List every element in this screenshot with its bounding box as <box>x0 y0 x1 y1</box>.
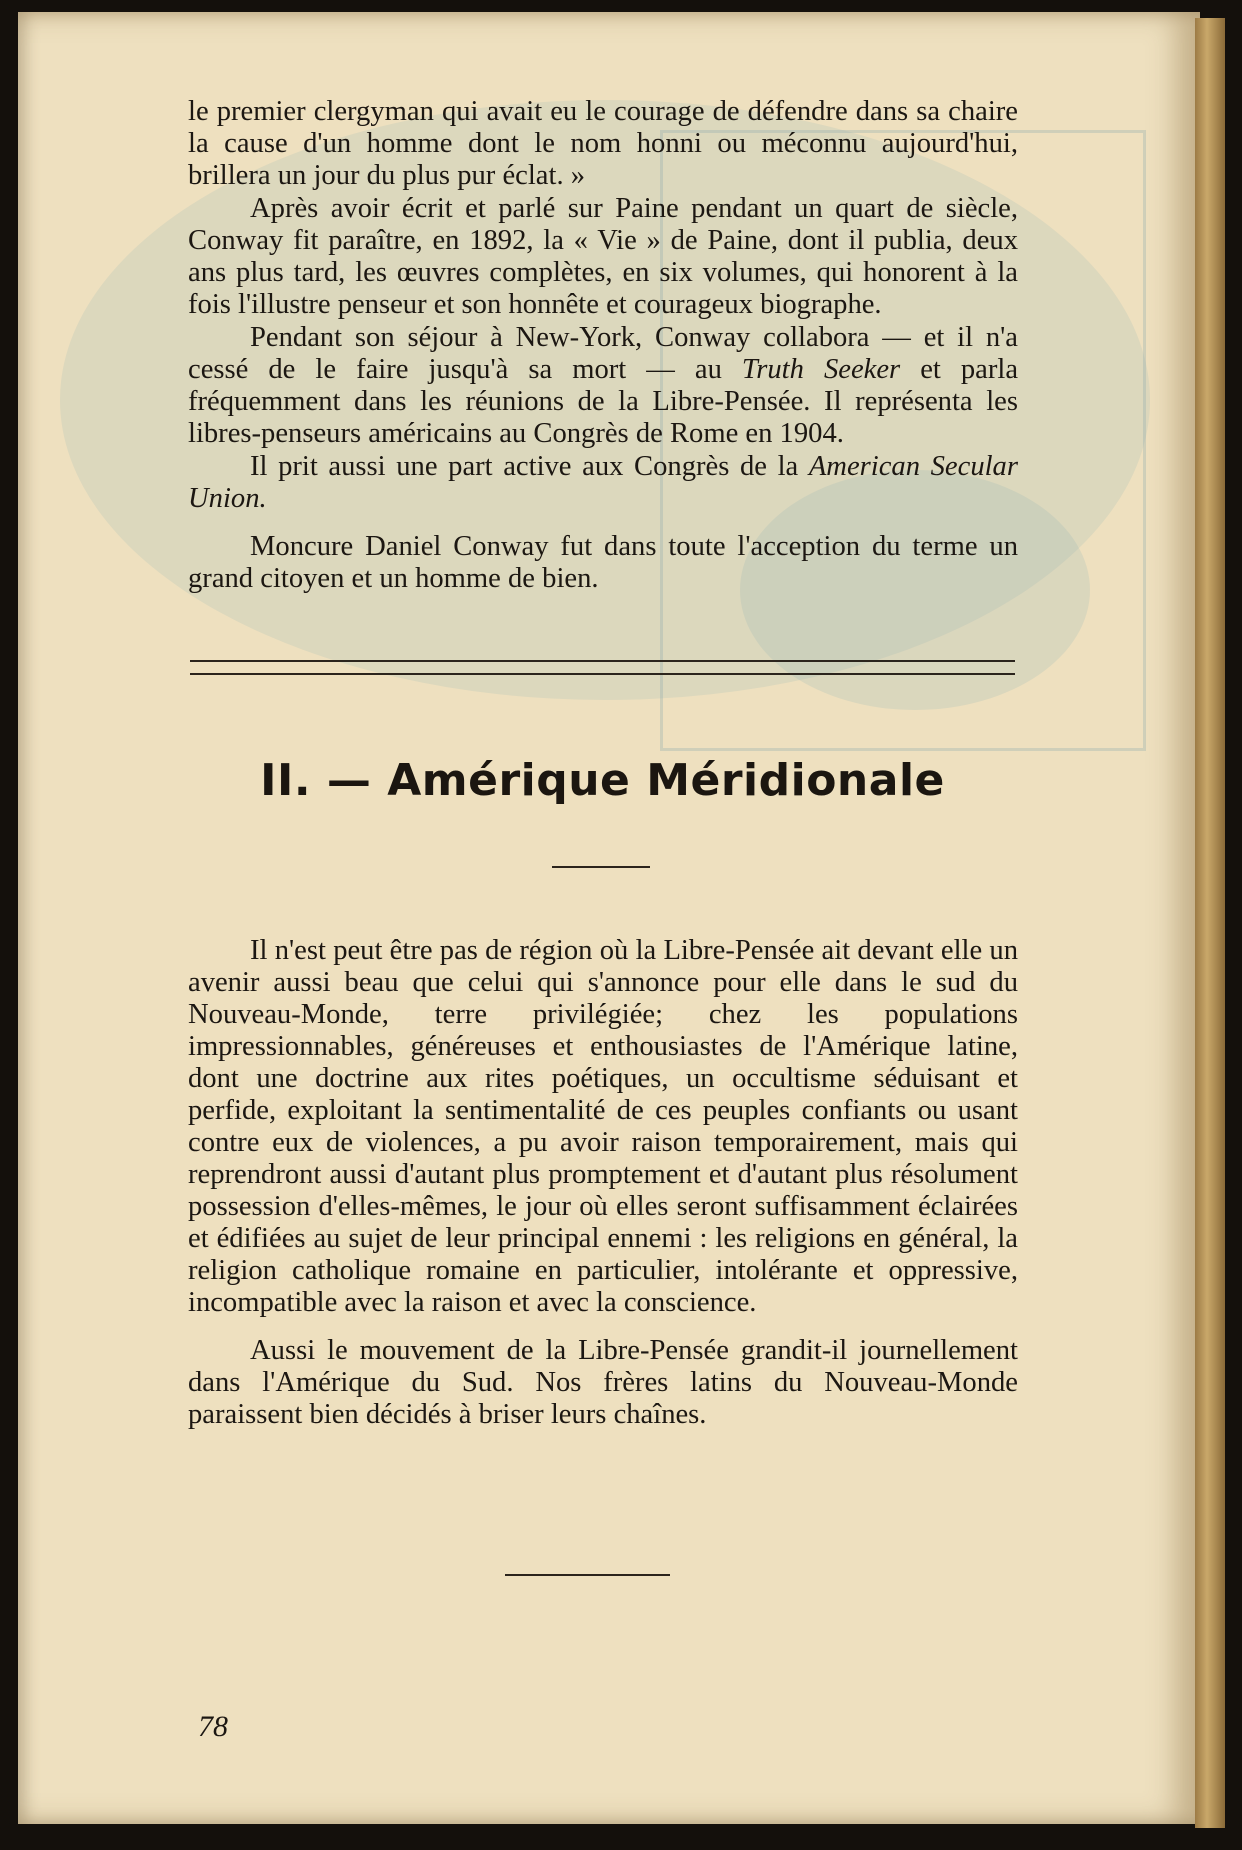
publication-title: Truth Seeker <box>741 354 901 385</box>
page-number: 78 <box>198 1710 228 1743</box>
page-gutter <box>1195 18 1225 1828</box>
paragraph: Après avoir écrit et parlé sur Paine pendant un quart de siècle, Conway fit paraître, en 1892, la « Vie » de Paine, dont il publia, deux ans plus tard, les œuvres complètes, en six volumes, qui honorent à la fois l'illustre penseur et son honnête et courageux biographe. <box>188 193 1018 320</box>
double-rule-top <box>190 660 1015 662</box>
continuation-text <box>188 96 1018 595</box>
paragraph: Moncure Daniel Conway fut dans toute l'acception du terme un grand citoyen et un homme de bien. <box>188 531 1018 594</box>
paragraph: Il prit aussi une part active aux Congrès de la American Secular Union. <box>188 451 1018 514</box>
paragraph: Pendant son séjour à New-York, Conway collabora — et il n'a cessé de le faire jusqu'à sa mort — au Truth Seeker et parla fréquemment dans les réunions de la Libre-Pensée. Il représenta les libres-penseurs américains au Congrès de Rome en 1904. <box>188 322 1019 449</box>
paragraph: Aussi le mouvement de la Libre-Pensée grandit-il journellement dans l'Amérique du Sud. Nos frères latins du Nouveau-Monde paraissent bien décidés à briser leurs chaînes. <box>188 1335 1018 1430</box>
double-rule-bottom <box>190 673 1015 675</box>
section-heading: II. — Amérique Méridionale <box>260 755 945 806</box>
paragraph: le premier clergyman qui avait eu le courage de défendre dans sa chaire la cause d'un homme dont le nom honni ou méconnu aujourd'hui, brillera un jour du plus pur éclat. » <box>188 96 1018 191</box>
paragraph: Il n'est peut être pas de région où la Libre-Pensée ait devant elle un avenir aussi beau que celui qui s'annonce pour elle dans le sud du Nouveau-Monde, terre privilégiée; chez les populations impressionnables, généreuses et enthousiastes de l'Amérique latine, dont une doctrine aux rites poétiques, un occultisme séduisant et perfide, exploitant la sentimentalité de ces peuples confiants ou usant contre eux de violences, a pu avoir raison temporairement, mais qui reprendront aussi d'autant plus promptement et d'autant plus résolument possession d'elles-mêmes, le jour où elles seront suffisamment éclairées et édifiées au sujet de leur principal ennemi : les religions en général, la religion catholique romaine en particulier, intolérante et oppressive, incompatible avec la raison et avec la conscience. <box>188 935 1018 1318</box>
heading-separator <box>552 866 650 868</box>
section-body <box>188 935 1018 1431</box>
organization-name: American Secular Union. <box>188 451 1018 514</box>
closing-rule <box>505 1574 670 1576</box>
